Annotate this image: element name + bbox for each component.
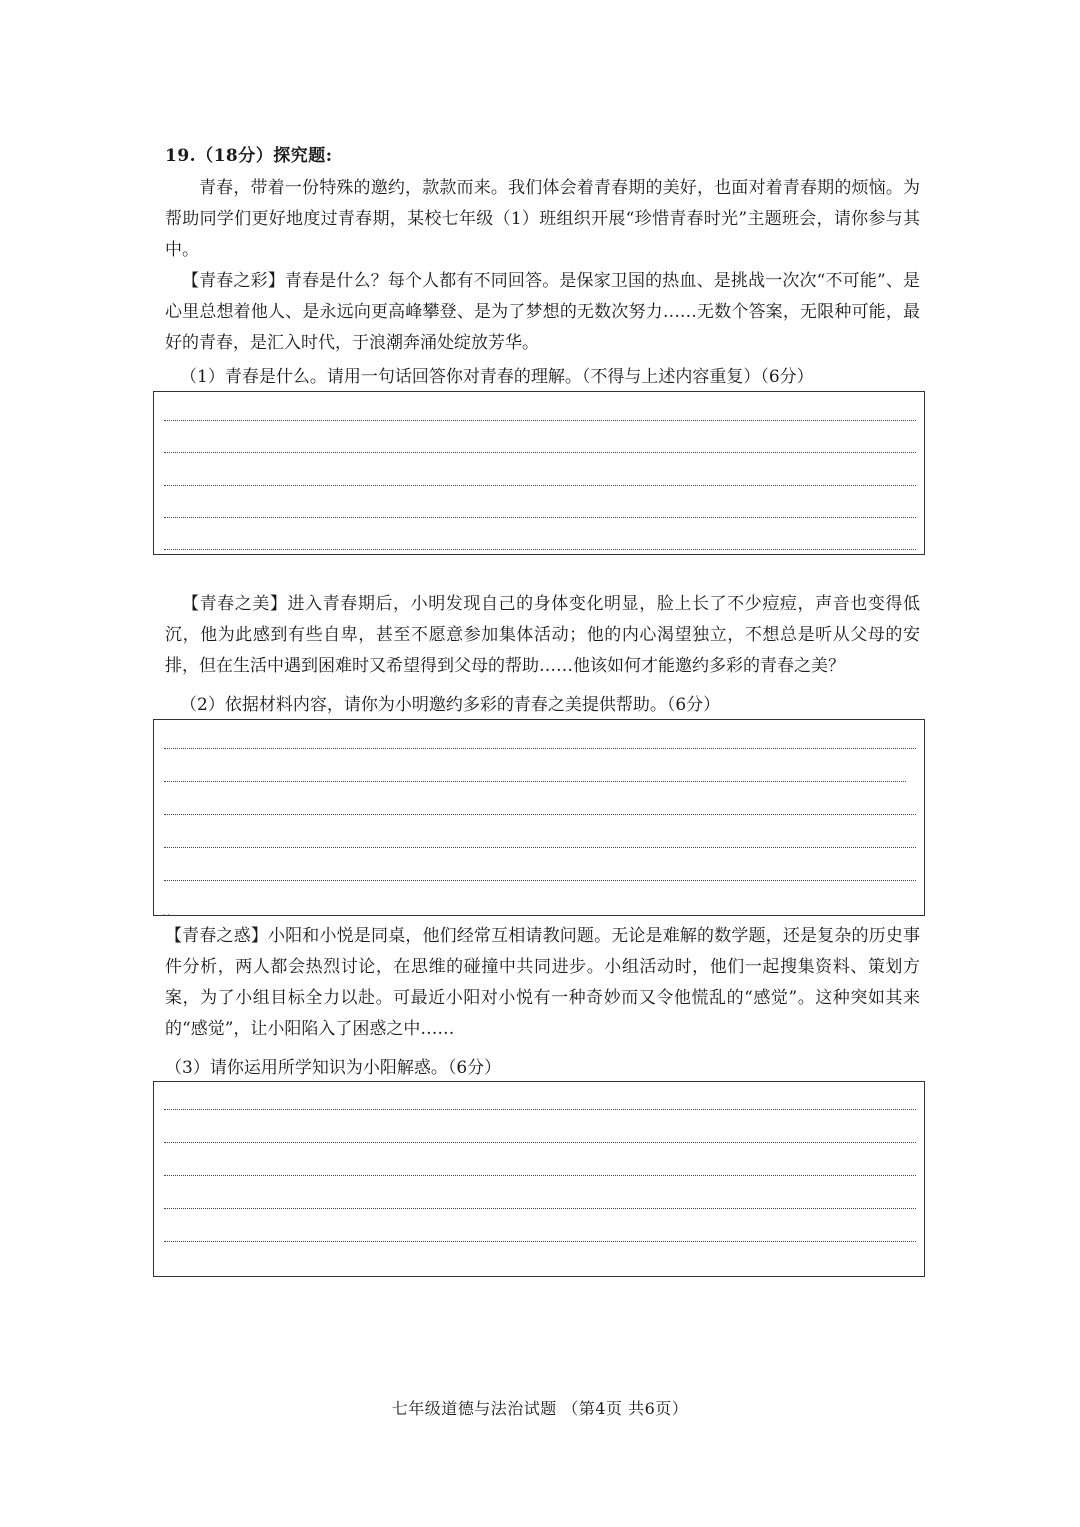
answer-line bbox=[164, 1175, 916, 1176]
answer-line bbox=[164, 814, 916, 815]
answer-line bbox=[164, 1208, 916, 1209]
answer-box-1[interactable] bbox=[153, 391, 925, 555]
intro-paragraph: 青春，带着一份特殊的邀约，款款而来。我们体会着青春期的美好，也面对着青春期的烦恼。为帮助同学们更好地度过青春期，某校七年级（1）班组织开展“珍惜青春时光”主题班会，请你参与其中。 bbox=[165, 178, 920, 260]
answer-line bbox=[164, 1142, 916, 1143]
material-youth-confusion: 【青春之惑】小阳和小悦是同桌，他们经常互相请教问题。无论是难解的数学题，还是复杂的历史事件分析，两人都会热烈讨论，在思维的碰撞中共同进步。小组活动时，他们一起搜集资料、策划方案，为了小组目标全力以赴。可最近小阳对小悦有一种奇妙而又令他慌乱的“感觉”。这种突如其来的“感觉”，让小阳陷入了困惑之中…… bbox=[165, 926, 920, 1039]
answer-line bbox=[164, 420, 916, 421]
answer-line bbox=[164, 1241, 916, 1242]
answer-line bbox=[164, 781, 906, 782]
sub-question-1: （1）青春是什么。请用一句话回答你对青春的理解。（不得与上述内容重复）（6分） bbox=[180, 367, 814, 387]
answer-line bbox=[164, 748, 916, 749]
answer-line bbox=[164, 1109, 916, 1110]
answer-line bbox=[164, 880, 916, 881]
answer-line bbox=[164, 485, 916, 486]
sub-question-2: （2）依据材料内容，请你为小明邀约多彩的青春之美提供帮助。（6分） bbox=[180, 695, 721, 715]
material-youth-beauty: 【青春之美】进入青春期后，小明发现自己的身体变化明显，脸上长了不少痘痘，声音也变得低沉，他为此感到有些自卑，甚至不愿意参加集体活动；他的内心渴望独立，不想总是听从父母的安排，但在生活中遇到困难时又希望得到父母的帮助……他该如何才能邀约多彩的青春之美？ bbox=[165, 594, 920, 676]
answer-box-3[interactable] bbox=[153, 1081, 925, 1277]
material-youth-colors: 【青春之彩】青春是什么？每个人都有不同回答。是保家卫国的热血、是挑战一次次“不可能”、是心里总想着他人、是永远向更高峰攀登、是为了梦想的无数次努力……无数个答案，无限种可能，最好的青春，是汇入时代，于浪潮奔涌处绽放芳华。 bbox=[165, 271, 920, 353]
answer-line bbox=[164, 847, 916, 848]
answer-line bbox=[164, 452, 916, 453]
stray-mark: .. bbox=[162, 905, 172, 919]
question-title: 19.（18分）探究题: bbox=[165, 146, 333, 166]
answer-line bbox=[164, 517, 916, 518]
answer-line bbox=[164, 549, 916, 550]
page-footer: 七年级道德与法治试题 （第4页 共6页） bbox=[391, 1399, 689, 1418]
answer-box-2[interactable] bbox=[153, 719, 925, 916]
sub-question-3: （3）请你运用所学知识为小阳解惑。（6分） bbox=[165, 1058, 502, 1078]
